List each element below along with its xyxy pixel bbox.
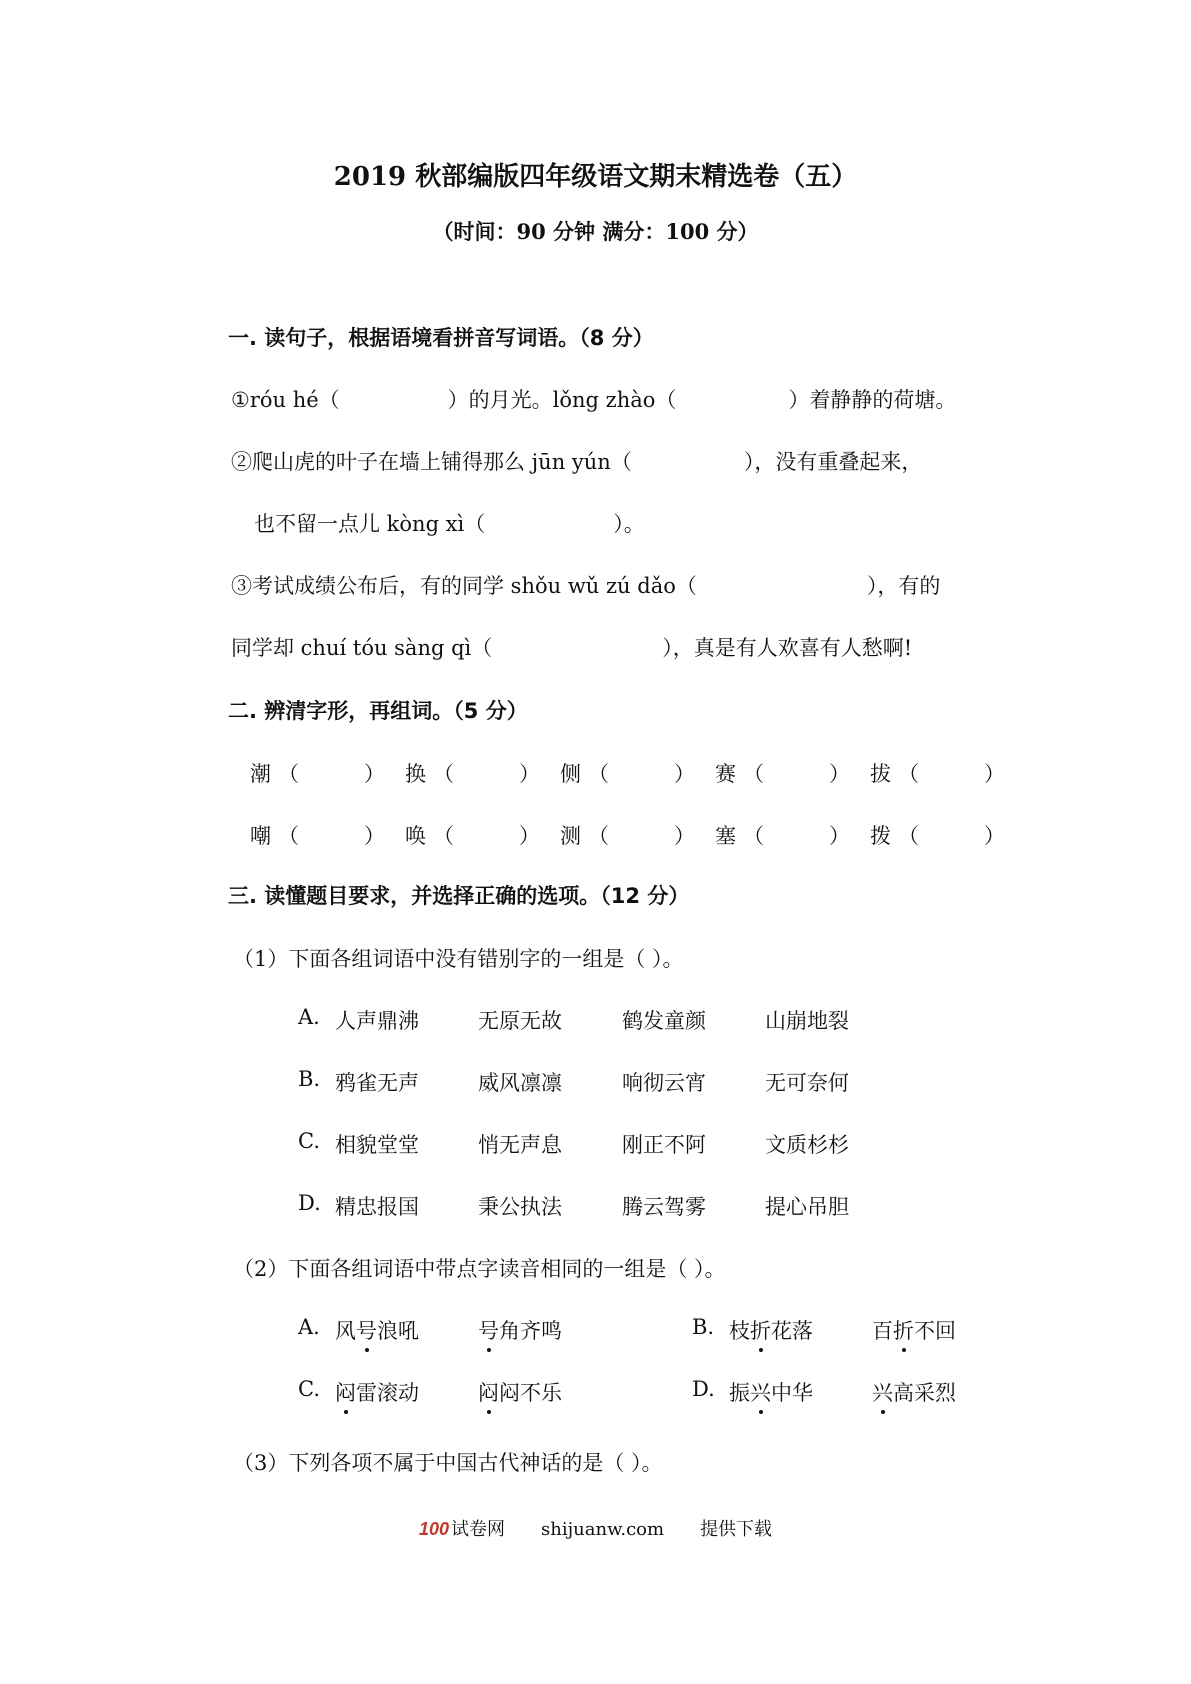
grid-open-paren: （ <box>433 762 454 786</box>
option-word: 山崩地裂 <box>765 1009 849 1033</box>
footer-note: 提供下载 <box>700 1519 773 1540</box>
option-word: 相貌堂堂 <box>335 1133 419 1157</box>
word-part: 闷不乐 <box>499 1381 562 1405</box>
option-word <box>729 1377 813 1407</box>
option-label: D. <box>692 1377 715 1401</box>
option-word: 文质杉杉 <box>765 1133 849 1157</box>
word-part: 振 <box>729 1381 750 1405</box>
grid-open-paren: （ <box>588 824 609 848</box>
option-word: 秉公执法 <box>478 1195 562 1219</box>
grid-open-paren: （ <box>898 762 919 786</box>
text-segment: ②爬山虎的叶子在墙上铺得那么 jūn yún（ <box>231 450 632 474</box>
grid-close-paren: ） <box>364 762 385 786</box>
grid-close-paren: ） <box>674 762 695 786</box>
grid-char: 拔 <box>870 762 891 786</box>
site-logo: 100 <box>418 1519 449 1539</box>
option-word: 人声鼎沸 <box>335 1009 419 1033</box>
section-2-heading: 二. 辨清字形，再组词。（5 分） <box>228 699 528 723</box>
word-part: 雷滚动 <box>356 1381 419 1405</box>
grid-char: 侧 <box>560 762 581 786</box>
text-segment: ），真是有人欢喜有人愁啊! <box>662 636 913 660</box>
grid-char: 潮 <box>250 762 271 786</box>
word-part: 百 <box>872 1319 893 1343</box>
option-label: A. <box>298 1315 320 1339</box>
word-part: 浪吼 <box>377 1319 419 1343</box>
page-title: 2019 秋部编版四年级语文期末精选卷（五） <box>333 162 858 192</box>
option-word: 精忠报国 <box>335 1195 419 1219</box>
grid-open-paren: （ <box>743 824 764 848</box>
word-part: 花落 <box>771 1319 813 1343</box>
dotted-char: 折 <box>893 1315 914 1345</box>
dotted-char: 号 <box>356 1315 377 1345</box>
option-label: D. <box>298 1191 321 1215</box>
dotted-char: 号 <box>478 1315 499 1345</box>
grid-close-paren: ） <box>519 762 540 786</box>
option-word: 提心吊胆 <box>765 1195 849 1219</box>
section-1-line-4 <box>231 570 940 600</box>
word-part: 不回 <box>914 1319 956 1343</box>
word-part: 高采烈 <box>893 1381 956 1405</box>
text-segment: ③考试成绩公布后，有的同学 shǒu wǔ zú dǎo（ <box>231 574 697 598</box>
question-1: （1）下面各组词语中没有错别字的一组是（ ）。 <box>233 947 684 971</box>
grid-open-paren: （ <box>433 824 454 848</box>
option-word <box>478 1315 562 1345</box>
option-word <box>872 1377 956 1407</box>
grid-close-paren: ） <box>519 824 540 848</box>
text-segment: 同学却 chuí tóu sàng qì（ <box>231 636 493 660</box>
grid-char: 塞 <box>715 824 736 848</box>
grid-close-paren: ） <box>984 762 1005 786</box>
option-word: 无可奈何 <box>765 1071 849 1095</box>
text-segment: 也不留一点儿 kòng xì（ <box>254 512 486 536</box>
site-domain: shijuanw.com <box>540 1519 665 1540</box>
grid-close-paren: ） <box>829 824 850 848</box>
section-1-heading: 一. 读句子，根据语境看拼音写词语。（8 分） <box>228 326 654 350</box>
grid-char: 拨 <box>870 824 891 848</box>
text-segment: ）。 <box>613 512 645 536</box>
dotted-char: 闷 <box>478 1377 499 1407</box>
dotted-char: 兴 <box>872 1377 893 1407</box>
exam-info: （时间：90 分钟 满分：100 分） <box>432 219 759 244</box>
grid-close-paren: ） <box>364 824 385 848</box>
section-1-line-3 <box>254 508 645 538</box>
option-label: C. <box>298 1377 320 1401</box>
section-1-line-2 <box>231 446 922 476</box>
option-label: C. <box>298 1129 320 1153</box>
section-1-line-5 <box>231 632 912 662</box>
question-3: （3）下列各项不属于中国古代神话的是（ ）。 <box>233 1451 663 1475</box>
option-word: 悄无声息 <box>478 1133 562 1157</box>
grid-open-paren: （ <box>278 824 299 848</box>
grid-open-paren: （ <box>743 762 764 786</box>
grid-char: 赛 <box>715 762 736 786</box>
option-word <box>872 1315 956 1345</box>
option-label: A. <box>298 1005 320 1029</box>
option-word: 鹤发童颜 <box>622 1009 706 1033</box>
text-segment: ①róu hé（ <box>231 388 340 412</box>
grid-char: 测 <box>560 824 581 848</box>
word-part: 角齐鸣 <box>499 1319 562 1343</box>
text-segment: ），有的 <box>866 574 941 598</box>
grid-close-paren: ） <box>674 824 695 848</box>
footer <box>0 1515 1191 1541</box>
grid-close-paren: ） <box>984 824 1005 848</box>
question-2: （2）下面各组词语中带点字读音相同的一组是（ ）。 <box>233 1257 726 1281</box>
grid-char: 换 <box>405 762 426 786</box>
grid-char: 唤 <box>405 824 426 848</box>
option-word <box>729 1315 813 1345</box>
option-label: B. <box>692 1315 715 1339</box>
word-part: 枝 <box>729 1319 750 1343</box>
option-word: 威风凛凛 <box>478 1071 562 1095</box>
option-word: 响彻云宵 <box>622 1071 706 1095</box>
grid-open-paren: （ <box>278 762 299 786</box>
option-word <box>335 1377 419 1407</box>
section-1-line-1 <box>231 384 956 414</box>
dotted-char: 闷 <box>335 1377 356 1407</box>
option-word: 刚正不阿 <box>622 1133 706 1157</box>
dotted-char: 折 <box>750 1315 771 1345</box>
text-segment: ）着静静的荷塘。 <box>788 388 957 412</box>
option-word: 无原无故 <box>478 1009 562 1033</box>
option-label: B. <box>298 1067 321 1091</box>
grid-open-paren: （ <box>588 762 609 786</box>
option-word <box>335 1315 419 1345</box>
grid-close-paren: ） <box>829 762 850 786</box>
word-part: 风 <box>335 1319 356 1343</box>
site-name: 试卷网 <box>450 1519 505 1540</box>
word-part: 中华 <box>771 1381 813 1405</box>
text-segment: ）的月光。lǒng zhào（ <box>447 388 677 412</box>
grid-char: 嘲 <box>250 824 271 848</box>
text-segment: ），没有重叠起来， <box>743 450 923 474</box>
dotted-char: 兴 <box>750 1377 771 1407</box>
option-word <box>478 1377 562 1407</box>
grid-open-paren: （ <box>898 824 919 848</box>
option-word: 腾云驾雾 <box>622 1195 706 1219</box>
option-word: 鸦雀无声 <box>335 1071 419 1095</box>
section-3-heading: 三. 读懂题目要求，并选择正确的选项。（12 分） <box>228 884 690 908</box>
